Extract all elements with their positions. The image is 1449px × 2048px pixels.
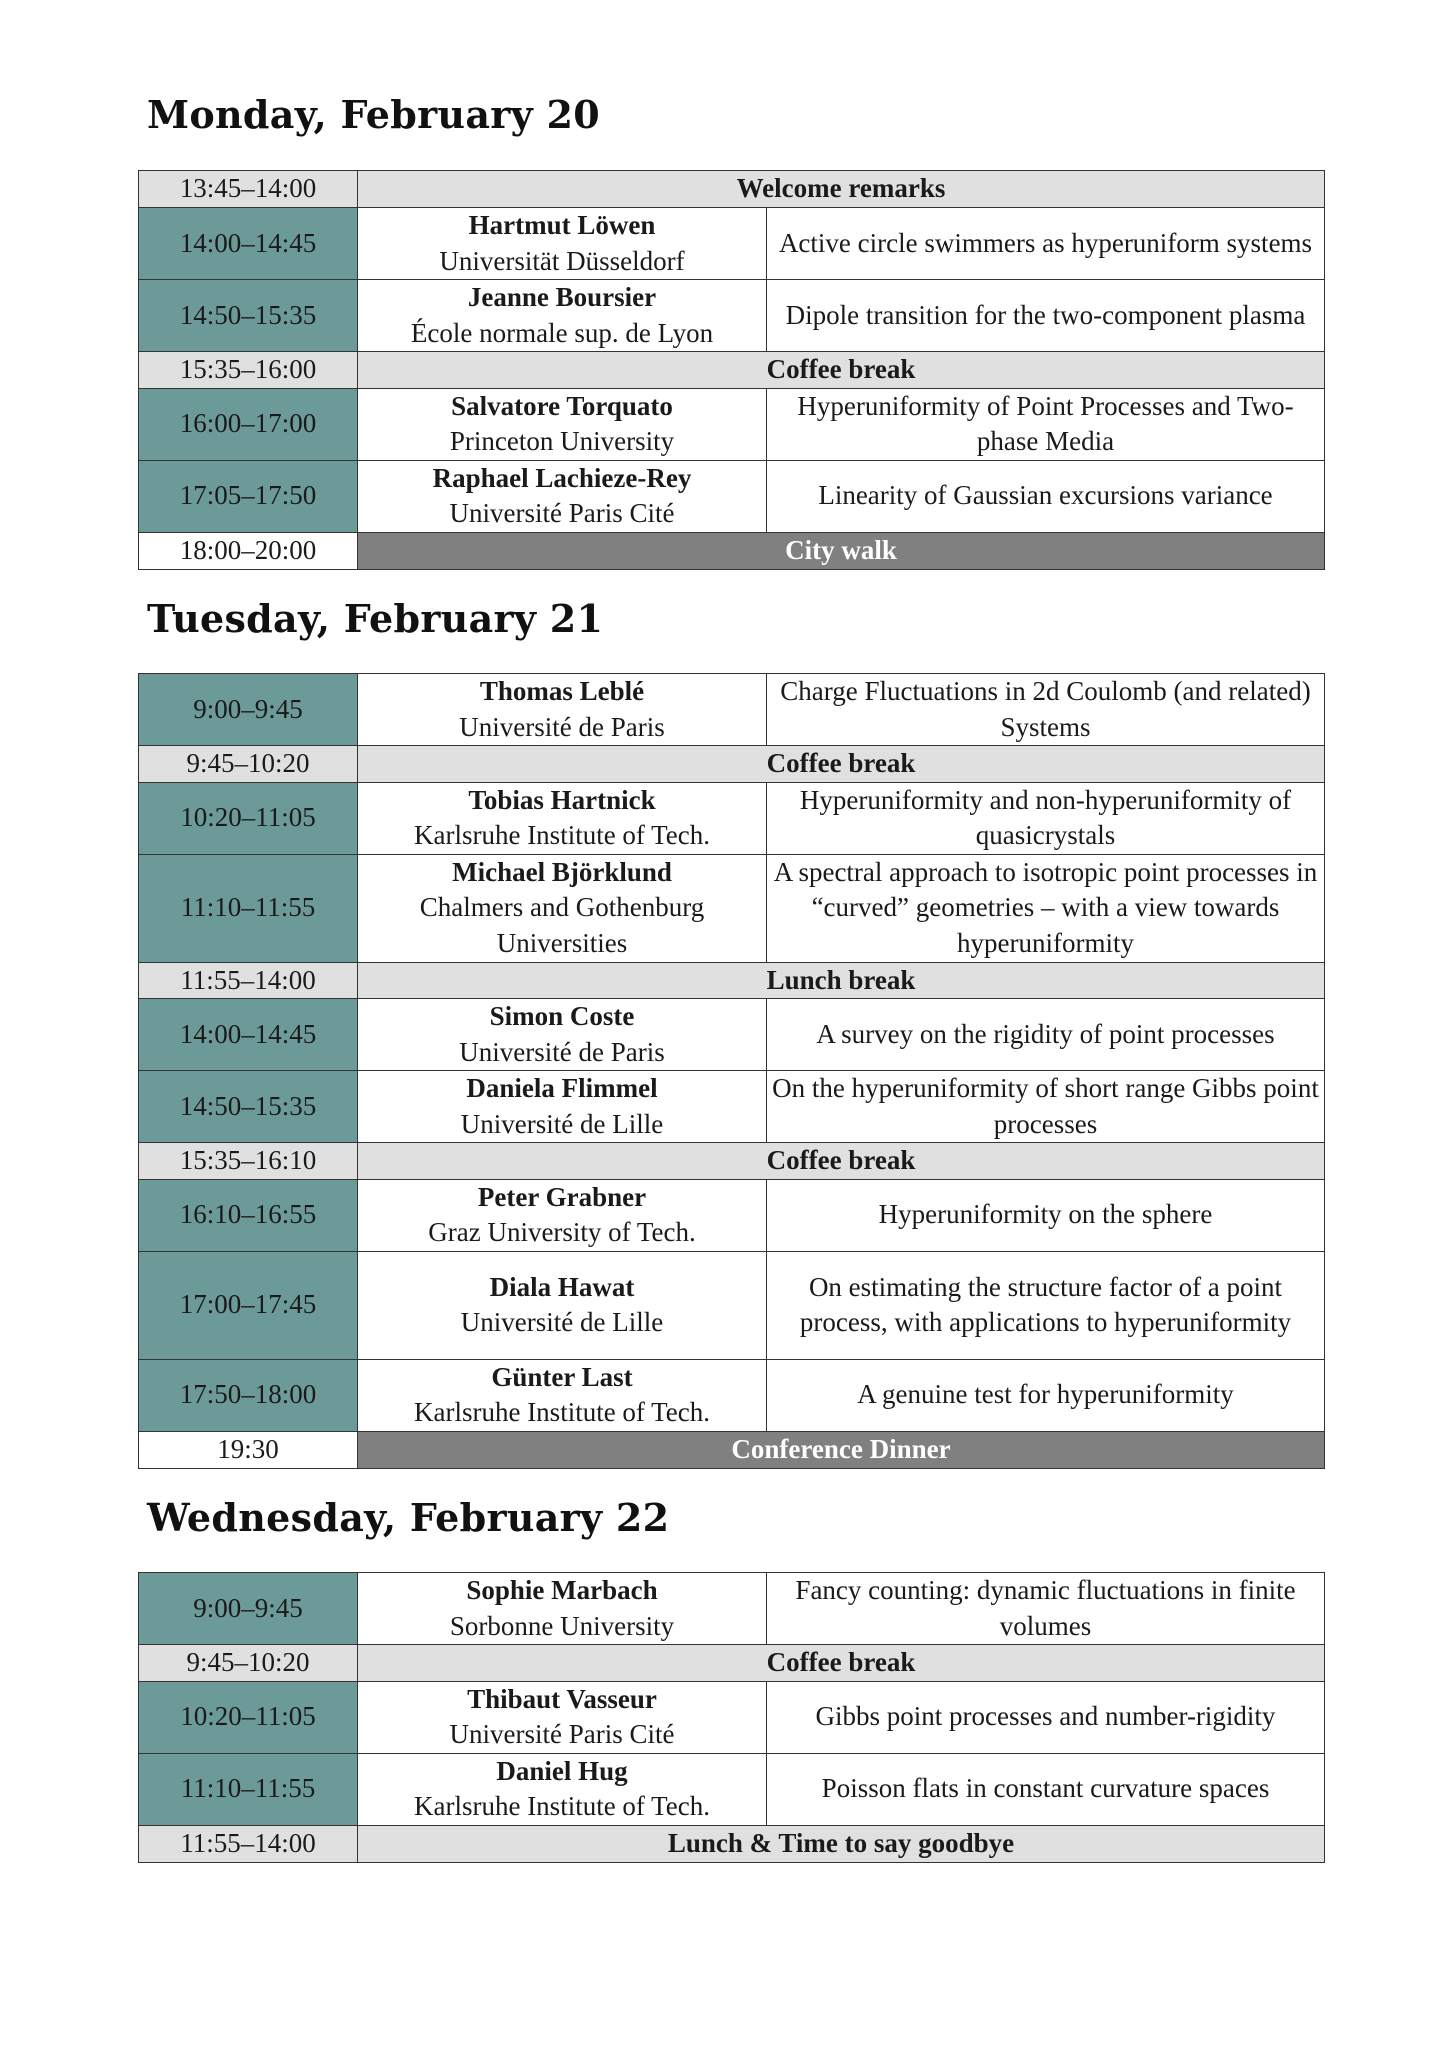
social-row [139, 532, 1325, 569]
talk-row [139, 1251, 1325, 1359]
break-label: Coffee break [358, 746, 1325, 783]
speaker-cell [358, 999, 767, 1071]
speaker-name: Daniela Flimmel [466, 1073, 658, 1103]
speaker-affiliation: Karlsruhe Institute of Tech. [413, 1791, 711, 1821]
time-slot: 15:35–16:00 [139, 352, 358, 389]
talk-title: Hyperuniformity on the sphere [767, 1179, 1325, 1251]
break-label: Coffee break [358, 352, 1325, 389]
break-label: Coffee break [358, 1143, 1325, 1180]
speaker-cell [358, 1359, 767, 1431]
social-row [139, 1431, 1325, 1468]
talk-row [139, 208, 1325, 280]
speaker-affiliation: Université de Paris [459, 1036, 665, 1067]
time-slot: 15:35–16:10 [139, 1143, 358, 1180]
speaker-name: Günter Last [491, 1361, 633, 1392]
break-row [139, 746, 1325, 783]
talk-title: A spectral approach to isotropic point processes in “curved” geometries – with a view towards hyperuniformity [767, 854, 1325, 962]
time-slot: 17:00–17:45 [139, 1251, 358, 1359]
speaker-cell [358, 1681, 767, 1753]
break-row [139, 352, 1325, 389]
break-row [139, 1645, 1325, 1682]
talk-title: A genuine test for hyperuniformity [767, 1359, 1325, 1431]
speaker-name: Hartmut Löwen [468, 210, 656, 240]
time-slot: 17:05–17:50 [139, 460, 358, 532]
schedule-table [138, 170, 1325, 570]
talk-row [139, 999, 1325, 1071]
speaker-affiliation: Karlsruhe Institute of Tech. [413, 1397, 711, 1427]
speaker-name: Thibaut Vasseur [467, 1683, 657, 1714]
day-title: Wednesday, February 22 [147, 1495, 670, 1540]
break-label: Coffee break [358, 1645, 1325, 1682]
talk-row [139, 674, 1325, 746]
speaker-name: Raphael Lachieze-Rey [432, 462, 692, 493]
time-slot: 9:00–9:45 [139, 674, 358, 746]
talk-row [139, 854, 1325, 962]
time-slot: 11:10–11:55 [139, 854, 358, 962]
speaker-cell [358, 782, 767, 854]
talk-title: On estimating the structure factor of a point process, with applications to hyperuniformity [767, 1251, 1325, 1359]
schedule-table [138, 673, 1325, 1469]
time-slot: 9:00–9:45 [139, 1573, 358, 1645]
break-row [139, 1143, 1325, 1180]
speaker-cell [358, 1753, 767, 1825]
break-label: Lunch & Time to say goodbye [358, 1825, 1325, 1862]
time-slot: 14:00–14:45 [139, 208, 358, 280]
speaker-cell [358, 388, 767, 460]
speaker-cell [358, 674, 767, 746]
speaker-affiliation: Université Paris Cité [449, 1719, 675, 1749]
speaker-name: Peter Grabner [477, 1181, 647, 1212]
time-slot: 13:45–14:00 [139, 171, 358, 208]
time-slot: 10:20–11:05 [139, 1681, 358, 1753]
speaker-name: Sophie Marbach [466, 1575, 658, 1605]
talk-title: Poisson flats in constant curvature spaces [767, 1753, 1325, 1825]
time-slot: 19:30 [139, 1431, 358, 1468]
break-label: Lunch break [358, 962, 1325, 999]
time-slot: 10:20–11:05 [139, 782, 358, 854]
talk-title: Hyperuniformity of Point Processes and Two-phase Media [767, 388, 1325, 460]
speaker-cell [358, 208, 767, 280]
talk-row [139, 1179, 1325, 1251]
speaker-cell [358, 1179, 767, 1251]
talk-row [139, 1681, 1325, 1753]
time-slot: 9:45–10:20 [139, 1645, 358, 1682]
speaker-name: Daniel Hug [496, 1755, 628, 1786]
speaker-affiliation: École normale sup. de Lyon [410, 317, 714, 348]
speaker-name: Simon Coste [489, 1001, 635, 1031]
speaker-cell [358, 854, 767, 962]
time-slot: 16:10–16:55 [139, 1179, 358, 1251]
speaker-affiliation: Chalmers and Gothenburg Universities [419, 892, 705, 958]
talk-title: On the hyperuniformity of short range Gibbs point processes [767, 1071, 1325, 1143]
talk-title: Fancy counting: dynamic fluctuations in finite volumes [767, 1573, 1325, 1645]
time-slot: 14:00–14:45 [139, 999, 358, 1071]
day-title: Tuesday, February 21 [147, 596, 604, 641]
time-slot: 18:00–20:00 [139, 532, 358, 569]
break-row [139, 962, 1325, 999]
time-slot: 14:50–15:35 [139, 280, 358, 352]
talk-row [139, 1573, 1325, 1645]
talk-title: Hyperuniformity and non-hyperuniformity of quasicrystals [767, 782, 1325, 854]
time-slot: 9:45–10:20 [139, 746, 358, 783]
speaker-cell [358, 460, 767, 532]
time-slot: 16:00–17:00 [139, 388, 358, 460]
talk-row [139, 1753, 1325, 1825]
speaker-name: Diala Hawat [489, 1271, 635, 1302]
time-slot: 11:10–11:55 [139, 1753, 358, 1825]
speaker-cell [358, 1071, 767, 1143]
speaker-name: Salvatore Torquato [451, 390, 673, 421]
talk-row [139, 1071, 1325, 1143]
speaker-affiliation: Université de Lille [460, 1307, 664, 1337]
time-slot: 11:55–14:00 [139, 1825, 358, 1862]
break-row [139, 171, 1325, 208]
time-slot: 14:50–15:35 [139, 1071, 358, 1143]
speaker-name: Michael Björklund [452, 856, 672, 887]
speaker-affiliation: Graz University of Tech. [428, 1217, 696, 1247]
talk-title: Charge Fluctuations in 2d Coulomb (and related) Systems [767, 674, 1325, 746]
speaker-affiliation: Princeton University [449, 426, 675, 456]
speaker-name: Tobias Hartnick [468, 784, 656, 815]
talk-title: Dipole transition for the two-component plasma [767, 280, 1325, 352]
speaker-affiliation: Sorbonne University [449, 1610, 675, 1641]
speaker-name: Thomas Leblé [479, 676, 645, 706]
speaker-cell [358, 1251, 767, 1359]
break-row [139, 1825, 1325, 1862]
speaker-cell [358, 1573, 767, 1645]
talk-row [139, 460, 1325, 532]
talk-title: Linearity of Gaussian excursions variance [767, 460, 1325, 532]
talk-row [139, 1359, 1325, 1431]
speaker-affiliation: Universität Düsseldorf [439, 245, 685, 276]
speaker-affiliation: Karlsruhe Institute of Tech. [413, 820, 711, 850]
time-slot: 17:50–18:00 [139, 1359, 358, 1431]
day-title: Monday, February 20 [147, 92, 600, 137]
speaker-affiliation: Université de Lille [460, 1108, 664, 1139]
talk-title: Active circle swimmers as hyperuniform systems [767, 208, 1325, 280]
break-label: Welcome remarks [358, 171, 1325, 208]
talk-row [139, 782, 1325, 854]
speaker-cell [358, 280, 767, 352]
social-event-label: Conference Dinner [358, 1431, 1325, 1468]
speaker-affiliation: Université de Paris [459, 711, 665, 742]
speaker-affiliation: Université Paris Cité [449, 498, 675, 528]
schedule-table [138, 1572, 1325, 1863]
speaker-name: Jeanne Boursier [467, 282, 657, 312]
talk-row [139, 280, 1325, 352]
talk-title: Gibbs point processes and number-rigidity [767, 1681, 1325, 1753]
talk-title: A survey on the rigidity of point processes [767, 999, 1325, 1071]
social-event-label: City walk [358, 532, 1325, 569]
talk-row [139, 388, 1325, 460]
time-slot: 11:55–14:00 [139, 962, 358, 999]
